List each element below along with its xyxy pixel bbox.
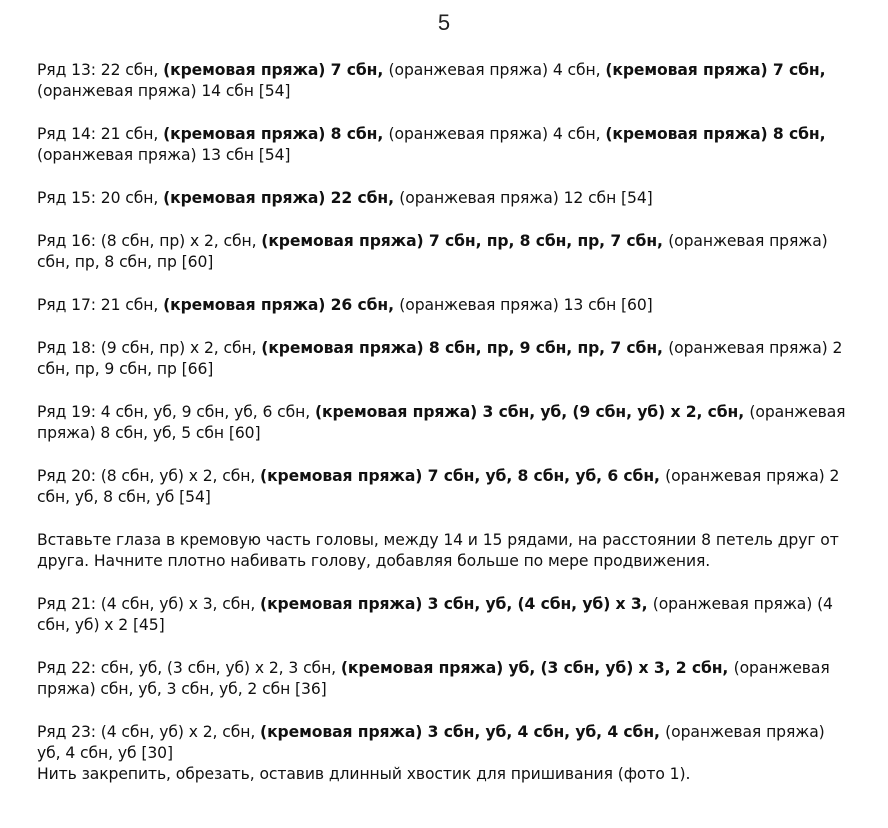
text-segment: (оранжевая пряжа) 14 сбн [54]: [37, 82, 291, 100]
paragraph-row-23: [37, 722, 852, 764]
text-segment: (оранжевая пряжа) 12 сбн [54]: [399, 189, 653, 207]
paragraph-finish-note: [37, 764, 852, 785]
cream-yarn-segment: (кремовая пряжа) 7 сбн, уб, 8 сбн, уб, 6 сбн,: [260, 467, 666, 485]
page-number: 5: [437, 10, 451, 35]
text-segment: (оранжевая пряжа) сбн, уб, 3 сбн, уб, 2 сбн [36]: [37, 659, 830, 698]
text-segment: Ряд 13: 22 сбн,: [37, 61, 164, 79]
paragraph-row-15: [37, 188, 852, 209]
cream-yarn-segment: (кремовая пряжа) 26 сбн,: [163, 296, 400, 314]
cream-yarn-segment: (кремовая пряжа) 22 сбн,: [163, 189, 400, 207]
paragraph-eyes-note: [37, 530, 852, 572]
paragraph-row-16: [37, 231, 852, 273]
paragraph-row-22: [37, 658, 852, 700]
paragraph-row-14: [37, 124, 852, 166]
cream-yarn-segment: (кремовая пряжа) 8 сбн,: [605, 125, 826, 143]
cream-yarn-segment: (кремовая пряжа) 8 сбн,: [163, 125, 389, 143]
cream-yarn-segment: (кремовая пряжа) 3 сбн, уб, (4 сбн, уб) х 3,: [260, 595, 653, 613]
pattern-text: [37, 60, 852, 785]
text-segment: Ряд 14: 21 сбн,: [37, 125, 164, 143]
text-segment: Ряд 21: (4 сбн, уб) х 3, сбн,: [37, 595, 261, 613]
cream-yarn-segment: (кремовая пряжа) 3 сбн, уб, (9 сбн, уб) х 2, сбн,: [314, 403, 750, 421]
text-segment: (оранжевая пряжа) 2 сбн, уб, 8 сбн, уб [54]: [37, 467, 840, 506]
cream-yarn-segment: (кремовая пряжа) 7 сбн,: [605, 61, 826, 79]
text-segment: Нить закрепить, обрезать, оставив длинный хвостик для пришивания (фото 1).: [37, 765, 691, 783]
text-segment: Ряд 17: 21 сбн,: [37, 296, 164, 314]
text-segment: (оранжевая пряжа) 8 сбн, уб, 5 сбн [60]: [37, 403, 846, 442]
text-segment: Ряд 22: сбн, уб, (3 сбн, уб) х 2, 3 сбн,: [37, 659, 341, 677]
text-segment: Вставьте глаза в кремовую часть головы, между 14 и 15 рядами, на расстоянии 8 петель друг от друга. Начните плотно набивать голову, добавляя больше по мере продвижения.: [37, 531, 839, 570]
text-segment: Ряд 18: (9 сбн, пр) х 2, сбн,: [37, 339, 262, 357]
paragraph-row-17: [37, 295, 852, 316]
paragraph-row-20: [37, 466, 852, 508]
paragraph-row-21: [37, 594, 852, 636]
text-segment: (оранжевая пряжа) 13 сбн [60]: [399, 296, 653, 314]
text-segment: Ряд 19: 4 сбн, уб, 9 сбн, уб, 6 сбн,: [37, 403, 315, 421]
cream-yarn-segment: (кремовая пряжа) 7 сбн, пр, 8 сбн, пр, 7 сбн,: [261, 232, 669, 250]
text-segment: (оранжевая пряжа) сбн, пр, 8 сбн, пр [60]: [37, 232, 828, 271]
cream-yarn-segment: (кремовая пряжа) 7 сбн,: [163, 61, 389, 79]
text-segment: Ряд 16: (8 сбн, пр) х 2, сбн,: [37, 232, 262, 250]
cream-yarn-segment: (кремовая пряжа) 8 сбн, пр, 9 сбн, пр, 7 сбн,: [261, 339, 669, 357]
text-segment: (оранжевая пряжа) 4 сбн,: [388, 61, 606, 79]
cream-yarn-segment: (кремовая пряжа) уб, (3 сбн, уб) х 3, 2 сбн,: [340, 659, 734, 677]
text-segment: (оранжевая пряжа) 2 сбн, пр, 9 сбн, пр [66]: [37, 339, 843, 378]
text-segment: Ряд 23: (4 сбн, уб) х 2, сбн,: [37, 723, 261, 741]
text-segment: Ряд 15: 20 сбн,: [37, 189, 164, 207]
text-segment: (оранжевая пряжа) уб, 4 сбн, уб [30]: [37, 723, 825, 762]
paragraph-row-19: [37, 402, 852, 444]
paragraph-row-13: [37, 60, 852, 102]
text-segment: (оранжевая пряжа) 4 сбн,: [388, 125, 606, 143]
text-segment: Ряд 20: (8 сбн, уб) х 2, сбн,: [37, 467, 261, 485]
paragraph-row-18: [37, 338, 852, 380]
cream-yarn-segment: (кремовая пряжа) 3 сбн, уб, 4 сбн, уб, 4 сбн,: [260, 723, 666, 741]
text-segment: (оранжевая пряжа) (4 сбн, уб) х 2 [45]: [37, 595, 833, 634]
text-segment: (оранжевая пряжа) 13 сбн [54]: [37, 146, 291, 164]
